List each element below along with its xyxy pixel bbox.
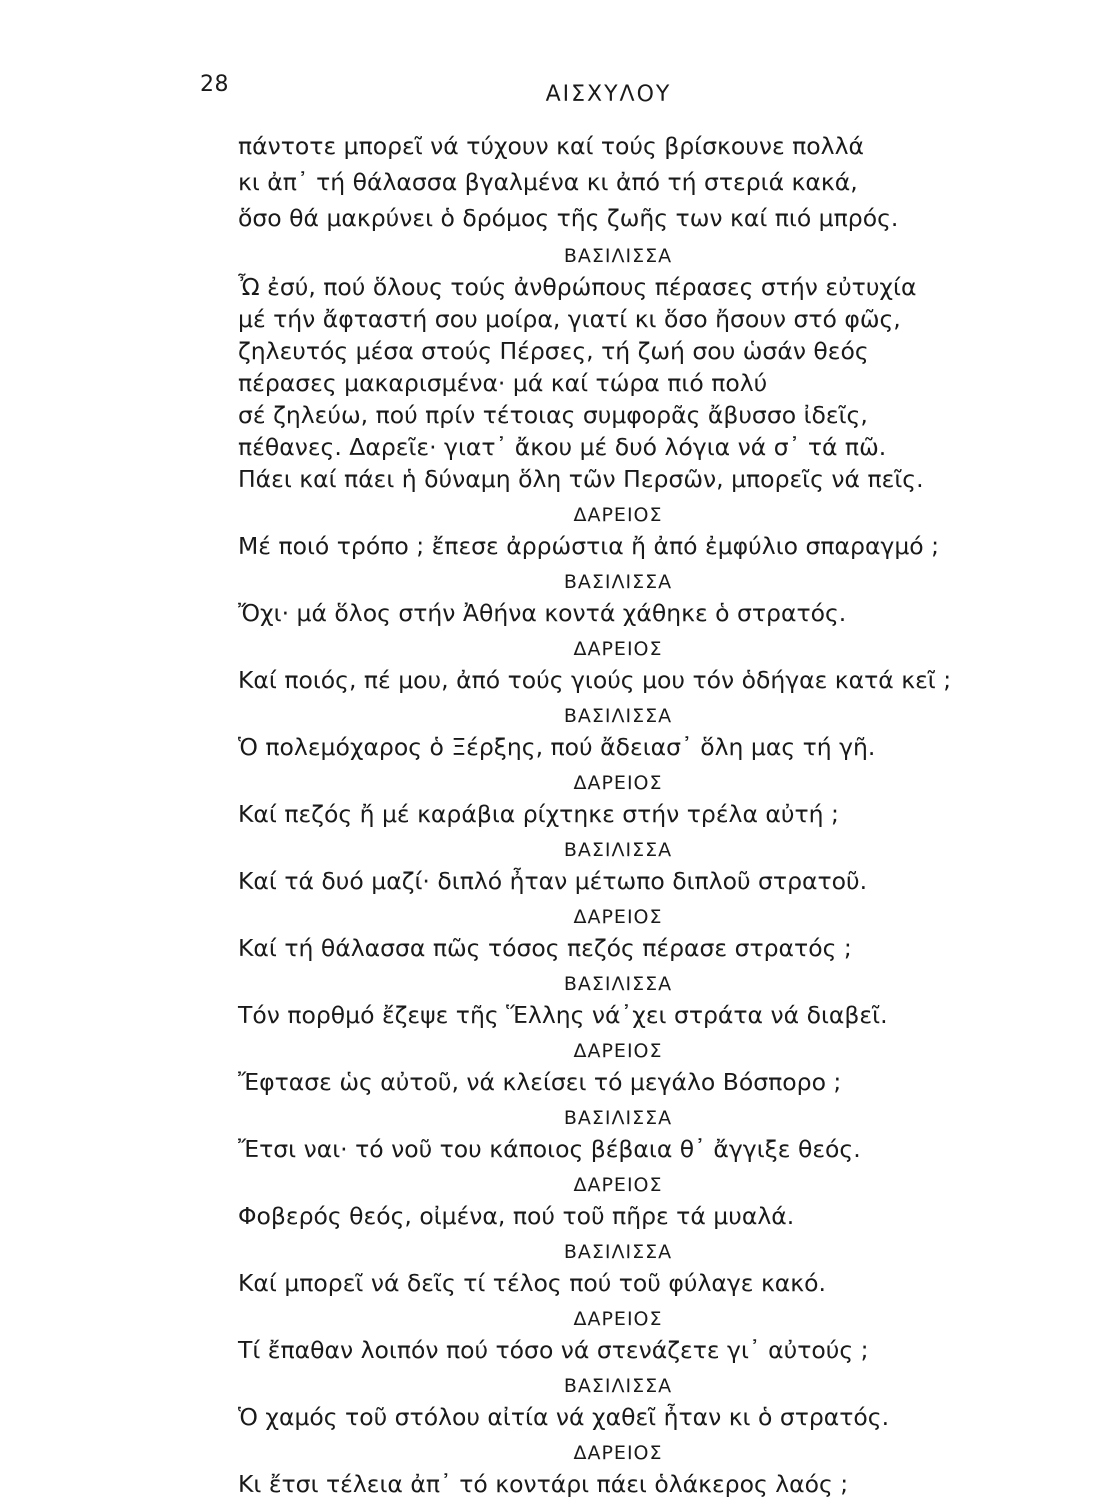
dialogue (238, 242, 978, 1500)
verse-line: Καί τή θάλασσα πῶς τόσος πεζός πέρασε στρατός ; (238, 934, 852, 962)
speech-block (238, 635, 978, 696)
speaker-name: ΒΑΣΙΛΙΣΣΑ (563, 245, 673, 267)
verse-line: πέθανες. Δαρεῖε· γιατ᾽ ἄκου μέ δυό λόγια νά σ᾽ τά πῶ. (238, 433, 887, 461)
speech-block (238, 1238, 978, 1299)
speaker-name: ΒΑΣΙΛΙΣΣΑ (563, 705, 673, 727)
verse-line: πέρασες μακαρισμένα· μά καί τώρα πιό πολύ (238, 369, 768, 397)
speaker-name: ΔΑΡΕΙΟΣ (573, 906, 663, 928)
verse-line: κι ἀπ᾽ τή θάλασσα βγαλμένα κι ἀπό τή στεριά κακά, (238, 168, 858, 196)
speech-block (238, 568, 978, 629)
speaker-name: ΒΑΣΙΛΙΣΣΑ (563, 1241, 673, 1263)
speaker-name: ΒΑΣΙΛΙΣΣΑ (563, 973, 673, 995)
speech-block (238, 1305, 978, 1366)
opening-verse (238, 128, 978, 236)
verse-line: Καί ποιός, πέ μου, ἀπό τούς γιούς μου τόν ὁδήγαε κατά κεῖ ; (238, 666, 952, 694)
verse-line: Ὁ πολεμόχαρος ὁ Ξέρξης, πού ἄδειασ᾽ ὅλη μας τή γῆ. (238, 733, 876, 761)
verse-line: Καί τά δυό μαζί· διπλό ἦταν μέτωπο διπλοῦ στρατοῦ. (238, 867, 868, 895)
speech-block (238, 242, 978, 495)
speaker-name: ΔΑΡΕΙΟΣ (573, 772, 663, 794)
speaker-name: ΔΑΡΕΙΟΣ (573, 1040, 663, 1062)
speech-block (238, 1104, 978, 1165)
verse-line: Ἔτσι ναι· τό νοῦ του κάποιος βέβαια θ᾽ ἄγγιξε θεός. (238, 1135, 861, 1163)
speech-block (238, 836, 978, 897)
speaker-name: ΒΑΣΙΛΙΣΣΑ (563, 839, 673, 861)
verse-line: Καί πεζός ἤ μέ καράβια ρίχτηκε στήν τρέλα αὐτή ; (238, 800, 839, 828)
speech-block (238, 903, 978, 964)
verse-line: Τόν πορθμό ἔζεψε τῆς Ἕλλης νά᾽χει στράτα νά διαβεῖ. (238, 1001, 888, 1029)
verse-line: Πάει καί πάει ἡ δύναμη ὅλη τῶν Περσῶν, μπορεῖς νά πεῖς. (238, 465, 924, 493)
speaker-name: ΒΑΣΙΛΙΣΣΑ (563, 1107, 673, 1129)
speaker-name: ΔΑΡΕΙΟΣ (573, 638, 663, 660)
speaker-name: ΔΑΡΕΙΟΣ (573, 504, 663, 526)
speech-block (238, 702, 978, 763)
verse-line: Ὦ ἐσύ, πού ὅλους τούς ἀνθρώπους πέρασες στήν εὐτυχία (238, 273, 917, 301)
verse-line: Καί μπορεῖ νά δεῖς τί τέλος πού τοῦ φύλαγε κακό. (238, 1269, 826, 1297)
verse-line: Τί ἔπαθαν λοιπόν πού τόσο νά στενάζετε γι᾽ αὐτούς ; (238, 1336, 869, 1364)
verse-line: πάντοτε μπορεῖ νά τύχουν καί τούς βρίσκουνε πολλά (238, 132, 864, 160)
verse-line: Κι ἔτσι τέλεια ἀπ᾽ τό κοντάρι πάει ὁλάκερος λαός ; (238, 1470, 849, 1498)
verse-line: Ὁ χαμός τοῦ στόλου αἰτία νά χαθεῖ ἦταν κι ὁ στρατός. (238, 1403, 890, 1431)
speech-block (238, 501, 978, 562)
speech-block (238, 769, 978, 830)
verse-line: Ἔφτασε ὡς αὐτοῦ, νά κλείσει τό μεγάλο Βόσπορο ; (238, 1068, 842, 1096)
speaker-name: ΔΑΡΕΙΟΣ (573, 1442, 663, 1464)
running-head: ΑΙΣΧΥΛΟΥ (545, 82, 672, 107)
verse-line: ζηλευτός μέσα στούς Πέρσες, τή ζωή σου ὡσάν θεός (238, 337, 869, 365)
speaker-name: ΔΑΡΕΙΟΣ (573, 1308, 663, 1330)
speech-block (238, 1171, 978, 1232)
verse-line: Μέ ποιό τρόπο ; ἔπεσε ἀρρώστια ἤ ἀπό ἐμφύλιο σπαραγμό ; (238, 532, 940, 560)
verse-line: σέ ζηλεύω, πού πρίν τέτοιας συμφορᾶς ἄβυσσο ἰδεῖς, (238, 401, 868, 429)
speech-block (238, 970, 978, 1031)
speech-block (238, 1037, 978, 1098)
speech-block (238, 1439, 978, 1500)
verse-line: Φοβερός θεός, οἰμένα, πού τοῦ πῆρε τά μυαλά. (238, 1202, 795, 1230)
speech-block (238, 1372, 978, 1433)
verse-line: ὅσο θά μακρύνει ὁ δρόμος τῆς ζωῆς των καί πιό μπρός. (238, 204, 899, 232)
speaker-name: ΒΑΣΙΛΙΣΣΑ (563, 1375, 673, 1397)
speaker-name: ΒΑΣΙΛΙΣΣΑ (563, 571, 673, 593)
speaker-name: ΔΑΡΕΙΟΣ (573, 1174, 663, 1196)
verse-line: Ὄχι· μά ὅλος στήν Ἀθήνα κοντά χάθηκε ὁ στρατός. (238, 599, 847, 627)
verse-line: μέ τήν ἄφταστή σου μοίρα, γιατί κι ὅσο ἤσουν στό φῶς, (238, 305, 901, 333)
play-text (238, 128, 978, 1500)
page-number: 28 (200, 72, 229, 97)
